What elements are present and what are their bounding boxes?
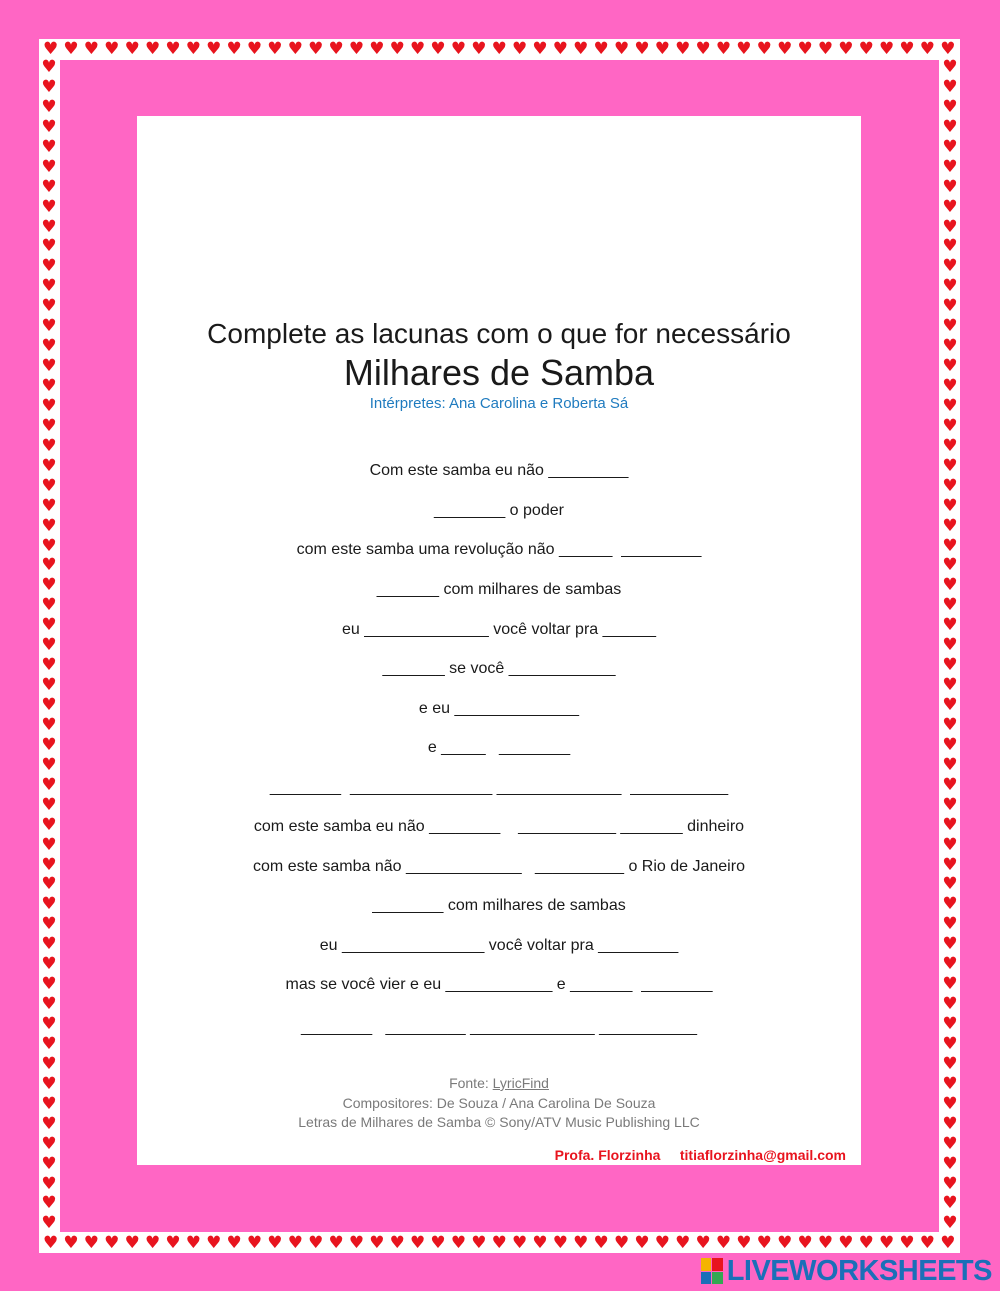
- heart-icon: ♥: [942, 1073, 958, 1094]
- heart-icon: ♥: [838, 38, 854, 59]
- heart-icon: ♥: [41, 435, 57, 456]
- heart-icon: ♥: [817, 1232, 834, 1253]
- heart-icon: ♥: [695, 1232, 711, 1253]
- heart-icon: ♥: [695, 38, 711, 59]
- heart-icon: ♥: [41, 695, 57, 715]
- heart-icon: ♥: [41, 615, 57, 636]
- heart-icon: ♥: [942, 675, 958, 696]
- heart-icon: ♥: [41, 356, 57, 377]
- source-label: Fonte:: [449, 1075, 493, 1091]
- heart-icon: ♥: [63, 38, 79, 59]
- heart-icon: ♥: [942, 415, 958, 436]
- heart-icon: ♥: [942, 874, 958, 895]
- lyric-line: e _____ ________: [427, 739, 571, 756]
- lyric-line: ________ o poder: [434, 502, 564, 519]
- heart-icon: ♥: [410, 38, 426, 59]
- heart-icon: ♥: [389, 1232, 405, 1253]
- heart-icon: ♥: [942, 455, 958, 476]
- heart-icon: ♥: [858, 1232, 874, 1253]
- heart-icon: ♥: [226, 1232, 242, 1253]
- heart-icon: ♥: [83, 38, 100, 59]
- heart-icon: ♥: [41, 834, 57, 855]
- heart-icon: ♥: [41, 276, 57, 297]
- heart-icon: ♥: [41, 116, 57, 137]
- heart-icon: ♥: [124, 1232, 140, 1253]
- heart-icon: ♥: [165, 1232, 181, 1253]
- heart-icon: ♥: [430, 1232, 446, 1253]
- heart-icon: ♥: [471, 1232, 487, 1253]
- heart-icon: ♥: [756, 38, 772, 59]
- heart-icon: ♥: [41, 376, 57, 396]
- heart-icon: ♥: [41, 794, 57, 815]
- heart-icon: ♥: [942, 814, 958, 835]
- composers-line: Compositores: De Souza / Ana Carolina De Souza: [342, 1095, 656, 1111]
- heart-icon: ♥: [41, 675, 57, 696]
- heart-icon: ♥: [942, 96, 958, 117]
- heart-icon: ♥: [942, 734, 958, 755]
- heart-icon: ♥: [942, 1053, 958, 1074]
- lyric-line: ________ com milhares de sambas: [372, 897, 626, 914]
- heart-icon: ♥: [41, 515, 57, 536]
- heart-icon: ♥: [532, 1232, 548, 1253]
- lyric-line: Com este samba eu não _________: [369, 462, 629, 479]
- heart-icon: ♥: [41, 954, 57, 975]
- heart-icon: ♥: [41, 1113, 57, 1134]
- heart-icon: ♥: [41, 774, 57, 795]
- copyright-line: Letras de Milhares de Samba © Sony/ATV Music Publishing LLC: [298, 1114, 700, 1130]
- heart-icon: ♥: [552, 38, 569, 59]
- heart-icon: ♥: [287, 38, 303, 59]
- heart-icon: ♥: [942, 555, 958, 576]
- heart-icon: ♥: [41, 1053, 57, 1074]
- heart-icon: ♥: [185, 1232, 201, 1253]
- heart-icon: ♥: [879, 1232, 895, 1253]
- heart-icon: ♥: [41, 754, 57, 775]
- heart-icon: ♥: [942, 794, 958, 815]
- heart-icon: ♥: [41, 236, 57, 257]
- heart-icon: ♥: [942, 1153, 958, 1174]
- heart-icon: ♥: [246, 1232, 263, 1253]
- lyric-line: com este samba eu não ________ ___________ _______ dinheiro: [253, 818, 745, 835]
- heart-icon: ♥: [246, 38, 263, 59]
- heart-icon: ♥: [942, 934, 958, 955]
- heart-icon: ♥: [43, 1232, 59, 1253]
- signature-author: Profa. Florzinha: [554, 1147, 661, 1163]
- heart-icon: ♥: [942, 714, 958, 735]
- heart-icon: ♥: [942, 635, 958, 656]
- heart-icon: ♥: [41, 635, 57, 656]
- heart-icon: ♥: [511, 38, 528, 59]
- heart-icon: ♥: [942, 535, 958, 556]
- heart-icon: ♥: [267, 38, 283, 59]
- heart-icon: ♥: [858, 38, 874, 59]
- heart-icon: ♥: [919, 38, 936, 59]
- heart-icon: ♥: [942, 376, 958, 396]
- heart-icon: ♥: [41, 455, 57, 476]
- heart-icon: ♥: [942, 595, 958, 616]
- worksheet-page: [137, 116, 861, 1165]
- heart-icon: ♥: [41, 156, 57, 177]
- heart-icon: ♥: [817, 38, 834, 59]
- heart-icon: ♥: [942, 276, 958, 297]
- heart-icon: ♥: [471, 38, 487, 59]
- heart-icon: ♥: [593, 1232, 609, 1253]
- heart-icon: ♥: [41, 575, 57, 596]
- heart-icon: ♥: [41, 256, 57, 277]
- lyric-line: com este samba uma revolução não ______ _________: [296, 541, 702, 558]
- heart-icon: ♥: [41, 894, 57, 915]
- heart-icon: ♥: [389, 38, 405, 59]
- heart-icon: ♥: [41, 296, 57, 317]
- heart-icon: ♥: [41, 1093, 57, 1114]
- heart-icon: ♥: [206, 1232, 222, 1253]
- heart-icon: ♥: [41, 1173, 57, 1194]
- heart-icon: ♥: [942, 76, 958, 97]
- heart-icon: ♥: [573, 1232, 589, 1253]
- heart-icon: ♥: [942, 994, 958, 1015]
- heart-icon: ♥: [83, 1232, 100, 1253]
- liveworksheets-watermark[interactable]: [701, 1256, 992, 1286]
- heart-icon: ♥: [41, 595, 57, 616]
- heart-icon: ♥: [942, 256, 958, 277]
- heart-icon: ♥: [942, 156, 958, 177]
- heart-icon: ♥: [634, 1232, 650, 1253]
- heart-icon: ♥: [919, 1232, 936, 1253]
- heart-icon: ♥: [532, 38, 548, 59]
- heart-icon: ♥: [675, 1232, 691, 1253]
- heart-icon: ♥: [942, 435, 958, 456]
- heart-icon: ♥: [942, 176, 958, 197]
- heart-icon: ♥: [756, 1232, 772, 1253]
- heart-icon: ♥: [899, 38, 915, 59]
- heart-icon: ♥: [206, 38, 222, 59]
- heart-icon: ♥: [328, 38, 344, 59]
- lyric-line: eu ______________ você voltar pra ______: [341, 621, 657, 638]
- heart-icon: ♥: [369, 1232, 385, 1253]
- heart-icon: ♥: [942, 1113, 958, 1134]
- heart-icon: ♥: [450, 38, 467, 59]
- heart-icon: ♥: [942, 1133, 958, 1154]
- heart-icon: ♥: [942, 336, 958, 357]
- heart-icon: ♥: [942, 914, 958, 935]
- heart-icon: ♥: [942, 57, 958, 77]
- heart-icon: ♥: [899, 1232, 915, 1253]
- heart-icon: ♥: [736, 1232, 752, 1253]
- heart-icon: ♥: [942, 136, 958, 157]
- heart-icon: ♥: [942, 475, 958, 496]
- heart-icon: ♥: [942, 1213, 958, 1234]
- heart-icon: ♥: [942, 216, 958, 237]
- heart-icon: ♥: [942, 316, 958, 337]
- signature: [555, 1147, 846, 1163]
- heart-icon: ♥: [942, 296, 958, 317]
- heart-icon: ♥: [41, 854, 57, 875]
- heart-icon: ♥: [41, 1153, 57, 1174]
- heart-icon: ♥: [41, 495, 57, 516]
- heart-icon: ♥: [41, 1014, 57, 1034]
- heart-icon: ♥: [736, 38, 752, 59]
- heart-icon: ♥: [41, 395, 57, 416]
- heart-icon: ♥: [328, 1232, 344, 1253]
- liveworksheets-brand-text: LIVEWORKSHEETS: [726, 1254, 992, 1287]
- source-line: [137, 1075, 861, 1091]
- heart-icon: ♥: [593, 38, 609, 59]
- heart-icon: ♥: [797, 38, 813, 59]
- heart-icon: ♥: [41, 914, 57, 935]
- heart-border-left: [39, 59, 59, 1233]
- heart-icon: ♥: [942, 894, 958, 915]
- heart-icon: ♥: [41, 714, 57, 735]
- heart-icon: ♥: [942, 196, 958, 217]
- lyric-line: ________ _________ ______________ ___________: [301, 1019, 697, 1036]
- heart-icon: ♥: [613, 1232, 630, 1253]
- heart-icon: ♥: [41, 316, 57, 337]
- heart-icon: ♥: [124, 38, 140, 59]
- heart-icon: ♥: [491, 38, 507, 59]
- heart-icon: ♥: [41, 555, 57, 576]
- heart-icon: ♥: [41, 655, 57, 676]
- heart-icon: ♥: [879, 38, 895, 59]
- heart-icon: ♥: [942, 495, 958, 516]
- lyric-line: _______ se você ____________: [382, 660, 616, 677]
- heart-border-bottom: [39, 1233, 960, 1253]
- heart-icon: ♥: [573, 38, 589, 59]
- heart-icon: ♥: [654, 38, 670, 59]
- heart-icon: ♥: [942, 1173, 958, 1194]
- heart-icon: ♥: [41, 535, 57, 556]
- heart-icon: ♥: [348, 38, 365, 59]
- heart-icon: ♥: [165, 38, 181, 59]
- heart-icon: ♥: [41, 475, 57, 496]
- heart-icon: ♥: [144, 38, 161, 59]
- heart-icon: ♥: [41, 196, 57, 217]
- heart-icon: ♥: [43, 38, 59, 59]
- heart-icon: ♥: [104, 38, 120, 59]
- lyric-line: com este samba não _____________ __________ o Rio de Janeiro: [253, 858, 745, 875]
- heart-icon: ♥: [942, 754, 958, 775]
- heart-icon: ♥: [41, 96, 57, 117]
- heart-icon: ♥: [942, 575, 958, 596]
- heart-icon: ♥: [41, 934, 57, 955]
- heart-icon: ♥: [41, 734, 57, 755]
- heart-icon: ♥: [942, 695, 958, 715]
- heart-icon: ♥: [41, 974, 57, 995]
- instruction-heading: Complete as lacunas com o que for necessário: [207, 318, 791, 349]
- heart-icon: ♥: [430, 38, 446, 59]
- heart-icon: ♥: [942, 395, 958, 416]
- heart-icon: ♥: [715, 1232, 732, 1253]
- lyric-line: e eu ______________: [418, 700, 580, 717]
- heart-icon: ♥: [715, 38, 732, 59]
- heart-icon: ♥: [634, 38, 650, 59]
- heart-icon: ♥: [942, 356, 958, 377]
- heart-icon: ♥: [287, 1232, 303, 1253]
- heart-icon: ♥: [942, 854, 958, 875]
- heart-icon: ♥: [41, 176, 57, 197]
- heart-icon: ♥: [552, 1232, 569, 1253]
- heart-icon: ♥: [410, 1232, 426, 1253]
- heart-icon: ♥: [41, 1033, 57, 1054]
- heart-icon: ♥: [942, 974, 958, 995]
- signature-email: titiaflorzinha@gmail.com: [679, 1147, 846, 1163]
- heart-icon: ♥: [942, 236, 958, 257]
- heart-icon: ♥: [838, 1232, 854, 1253]
- song-title: Milhares de Samba: [343, 352, 655, 393]
- lyric-line: mas se você vier e eu ____________ e _______ ________: [285, 976, 713, 993]
- heart-icon: ♥: [942, 1093, 958, 1114]
- lyric-line: _______ com milhares de sambas: [376, 581, 622, 598]
- heart-icon: ♥: [613, 38, 630, 59]
- heart-icon: ♥: [348, 1232, 365, 1253]
- heart-icon: ♥: [942, 1033, 958, 1054]
- heart-icon: ♥: [185, 38, 201, 59]
- interpreters-line: Intérpretes: Ana Carolina e Roberta Sá: [369, 395, 629, 412]
- heart-icon: ♥: [450, 1232, 467, 1253]
- heart-icon: ♥: [942, 1193, 958, 1214]
- heart-icon: ♥: [942, 116, 958, 137]
- source-link[interactable]: LyricFind: [492, 1075, 549, 1091]
- heart-border-top: [39, 39, 960, 59]
- heart-icon: ♥: [942, 1014, 958, 1034]
- heart-icon: ♥: [308, 38, 324, 59]
- heart-icon: ♥: [797, 1232, 813, 1253]
- heart-icon: ♥: [675, 38, 691, 59]
- heart-icon: ♥: [942, 774, 958, 795]
- heart-icon: ♥: [63, 1232, 79, 1253]
- liveworksheets-logo-icon: [701, 1258, 723, 1284]
- heart-icon: ♥: [41, 1073, 57, 1094]
- lyric-line: eu ________________ você voltar pra _________: [319, 937, 679, 954]
- heart-icon: ♥: [41, 216, 57, 237]
- heart-icon: ♥: [41, 1193, 57, 1214]
- heart-icon: ♥: [226, 38, 242, 59]
- heart-icon: ♥: [942, 615, 958, 636]
- heart-icon: ♥: [491, 1232, 507, 1253]
- heart-icon: ♥: [144, 1232, 161, 1253]
- heart-icon: ♥: [942, 954, 958, 975]
- heart-icon: ♥: [511, 1232, 528, 1253]
- heart-icon: ♥: [41, 1213, 57, 1234]
- heart-icon: ♥: [104, 1232, 120, 1253]
- heart-icon: ♥: [41, 336, 57, 357]
- heart-icon: ♥: [654, 1232, 670, 1253]
- heart-icon: ♥: [942, 515, 958, 536]
- heart-icon: ♥: [41, 814, 57, 835]
- heart-icon: ♥: [41, 136, 57, 157]
- heart-icon: ♥: [41, 76, 57, 97]
- heart-icon: ♥: [942, 655, 958, 676]
- heart-icon: ♥: [41, 1133, 57, 1154]
- heart-icon: ♥: [940, 1232, 956, 1253]
- heart-icon: ♥: [308, 1232, 324, 1253]
- heart-icon: ♥: [41, 57, 57, 77]
- heart-icon: ♥: [777, 1232, 793, 1253]
- heart-border-right: [940, 59, 960, 1233]
- heart-icon: ♥: [777, 38, 793, 59]
- heart-icon: ♥: [942, 834, 958, 855]
- heart-icon: ♥: [369, 38, 385, 59]
- heart-icon: ♥: [940, 38, 956, 59]
- heart-icon: ♥: [41, 874, 57, 895]
- heart-icon: ♥: [267, 1232, 283, 1253]
- heart-icon: ♥: [41, 415, 57, 436]
- lyric-line: ________ ________________ ______________ ___________: [269, 779, 729, 796]
- heart-icon: ♥: [41, 994, 57, 1015]
